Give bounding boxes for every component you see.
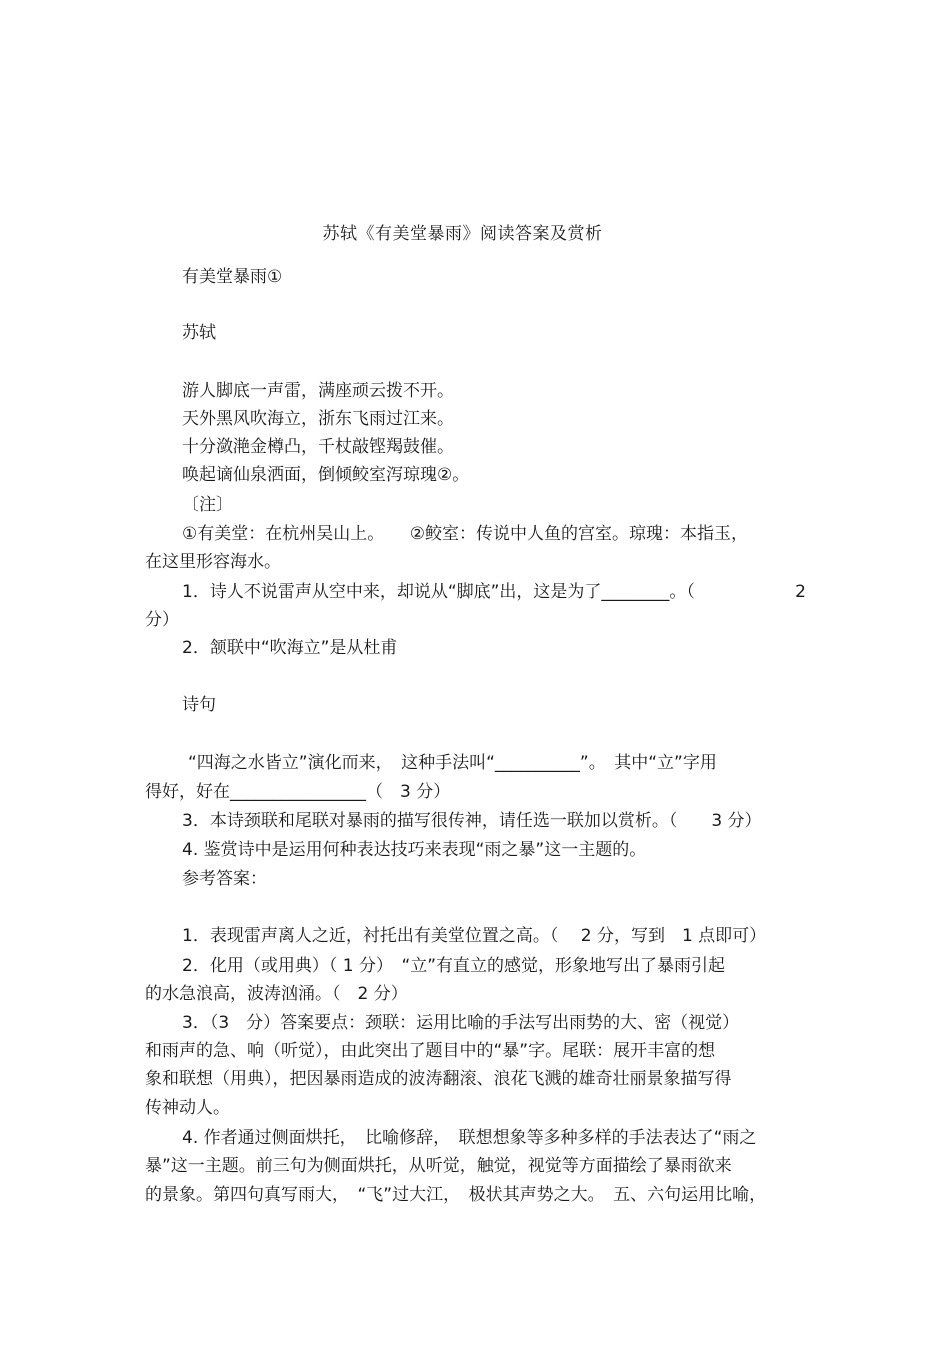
answer-3-line-4: 传神动人。: [145, 1098, 230, 1118]
question-2-line-1: 2．颔联中“吹海立”是从杜甫: [182, 638, 398, 658]
poem-line-2: 天外黑风吹海立，浙东飞雨过江来。: [182, 409, 454, 429]
answer-1: 1．表现雷声离人之近，衬托出有美堂位置之高。（ 2 分，写到 1 点即可）: [182, 926, 767, 946]
question-1-text: 1．诗人不说雷声从空中来，却说从“脚底”出，这是为了________。（: [182, 582, 695, 602]
answers-label: 参考答案：: [182, 869, 267, 889]
notes-label: 〔注〕: [182, 495, 233, 515]
notes-line-1: ①有美堂：在杭州吴山上。 ②鲛室：传说中人鱼的宫室。琼瑰：本指玉，: [182, 524, 748, 544]
answer-3-line-1: 3．（3 分）答案要点：颈联：运用比喻的手法写出雨势的大、密（视觉）: [182, 1013, 740, 1033]
answer-4-line-3: 的景象。第四句真写雨大， “飞”过大江， 极状其声势之大。 五、六句运用比喻，: [145, 1185, 767, 1205]
document-title: 苏轼《有美堂暴雨》阅读答案及赏析: [322, 224, 603, 244]
poem-line-3: 十分潋滟金樽凸，千杖敲铿羯鼓催。: [182, 437, 454, 457]
poem-line-4: 唤起谪仙泉洒面，倒倾鲛室泻琼瑰②。: [182, 465, 470, 485]
question-4: 4. 鉴赏诗中是运用何种表达技巧来表现“雨之暴”这一主题的。: [182, 840, 647, 860]
answer-3-line-2: 和雨声的急、响（听觉），由此突出了题目中的“暴”字。尾联：展开丰富的想: [145, 1041, 716, 1061]
poem-line-1: 游人脚底一声雷，满座顽云拨不开。: [182, 381, 454, 401]
question-1-score: 2: [795, 582, 806, 602]
answer-4-line-2: 暴”这一主题。前三句为侧面烘托，从听觉，触觉，视觉等方面描绘了暴雨欲来: [145, 1156, 732, 1176]
question-2-line-4: 得好，好在________________（ 3 分）: [145, 782, 451, 802]
question-1-line-2: 分）: [145, 610, 179, 630]
answer-4-line-1: 4. 作者通过侧面烘托， 比喻修辞， 联想想象等多种多样的手法表达了“雨之: [182, 1128, 757, 1148]
question-3: 3．本诗颈联和尾联对暴雨的描写很传神，请任选一联加以赏析。（ 3 分）: [182, 811, 762, 831]
notes-line-2: 在这里形容海水。: [145, 552, 281, 572]
question-2-line-2: 诗句: [182, 695, 216, 715]
question-1-line-1: [182, 581, 806, 603]
answer-2-line-1: 2．化用（或用典）（ 1 分） “立”有直立的感觉，形象地写出了暴雨引起: [182, 956, 726, 976]
answer-2-line-2: 的水急浪高，波涛汹涌。（ 2 分）: [145, 984, 408, 1004]
answer-3-line-3: 象和联想（用典），把因暴雨造成的波涛翻滚、浪花飞溅的雄奇壮丽景象描写得: [145, 1069, 732, 1089]
question-2-line-3: “四海之水皆立”演化而来， 这种手法叫“__________”。 其中“立”字用: [188, 753, 717, 773]
poem-heading: 有美堂暴雨①: [182, 267, 283, 287]
poem-author: 苏轼: [182, 323, 216, 343]
